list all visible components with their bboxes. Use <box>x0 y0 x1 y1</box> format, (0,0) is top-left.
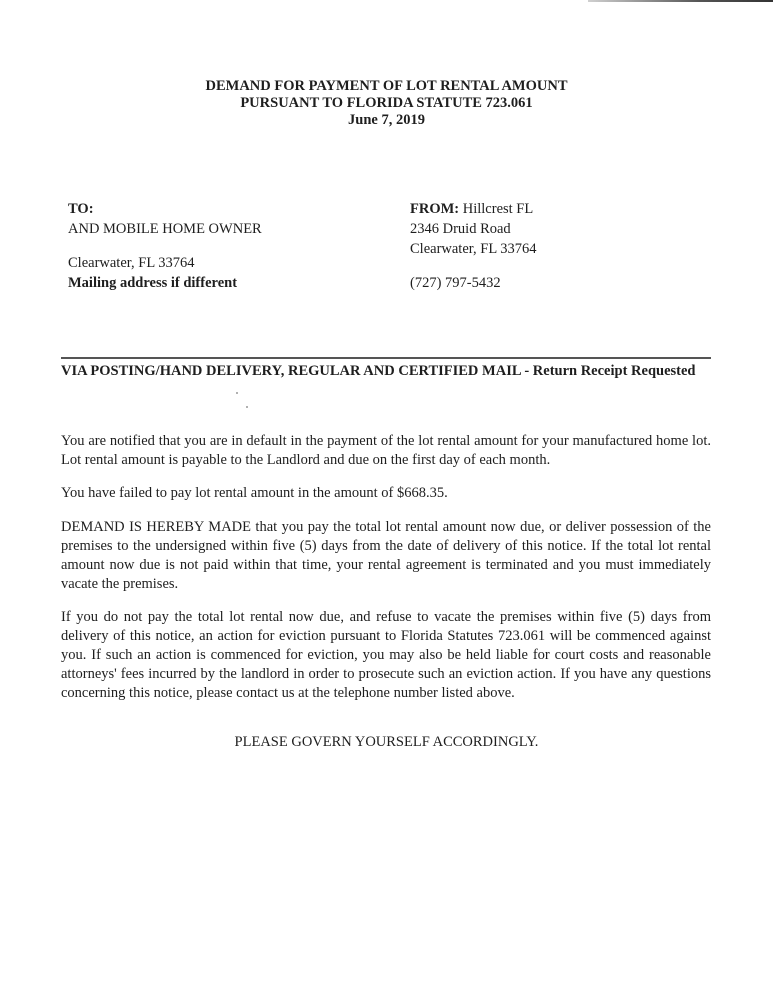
paragraph-amount-owed: You have failed to pay lot rental amount in the amount of $668.35. <box>61 485 448 501</box>
scan-speck <box>236 392 238 394</box>
recipient-city: Clearwater, FL 33764 <box>68 255 195 271</box>
sender-phone: (727) 797-5432 <box>410 275 501 291</box>
title-line-2: PURSUANT TO FLORIDA STATUTE 723.061 <box>240 95 533 111</box>
closing-statement: PLEASE GOVERN YOURSELF ACCORDINGLY. <box>234 734 539 750</box>
recipient-name: AND MOBILE HOME OWNER <box>68 221 262 237</box>
to-label: TO: <box>68 201 94 217</box>
sender-street: 2346 Druid Road <box>410 221 511 237</box>
mailing-address-note: Mailing address if different <box>68 275 238 291</box>
document-title <box>0 78 773 129</box>
paragraph-eviction-warning: If you do not pay the total lot rental now due, and refuse to vacate the premises within five (5) days from delivery of this notice, an action for eviction pursuant to Florida Statutes 723.061 will be commenced against you. If such an action is commenced for eviction, you may also be held liable for court costs and reasonable attorneys' fees incurred by the landlord in order to prosecute such an eviction action. If you have any questions concerning this notice, please contact us at the telephone number listed above. <box>61 609 711 701</box>
scan-edge-mark <box>588 0 773 2</box>
horizontal-divider <box>61 357 711 359</box>
document-date: June 7, 2019 <box>348 112 425 128</box>
from-label: FROM: <box>410 201 460 217</box>
sender-city: Clearwater, FL 33764 <box>410 241 537 257</box>
delivery-method: VIA POSTING/HAND DELIVERY, REGULAR AND CERTIFIED MAIL - Return Receipt Requested <box>61 363 696 379</box>
scan-speck <box>246 406 248 408</box>
paragraph-demand: DEMAND IS HEREBY MADE that you pay the total lot rental amount now due, or deliver possession of the premises to the undersigned within five (5) days from the date of delivery of this notice. If the total lot rental amount now due is not paid within that time, your rental agreement is terminated and you must immediately vacate the premises. <box>61 519 711 592</box>
recipient-block <box>68 199 262 293</box>
paragraph-default-notice: You are notified that you are in default in the payment of the lot rental amount for your manufactured home lot. Lot rental amount is payable to the Landlord and due on the first day of each month. <box>61 433 711 468</box>
sender-name: Hillcrest FL <box>462 201 534 217</box>
title-line-1: DEMAND FOR PAYMENT OF LOT RENTAL AMOUNT <box>205 78 568 94</box>
sender-block <box>410 199 537 293</box>
